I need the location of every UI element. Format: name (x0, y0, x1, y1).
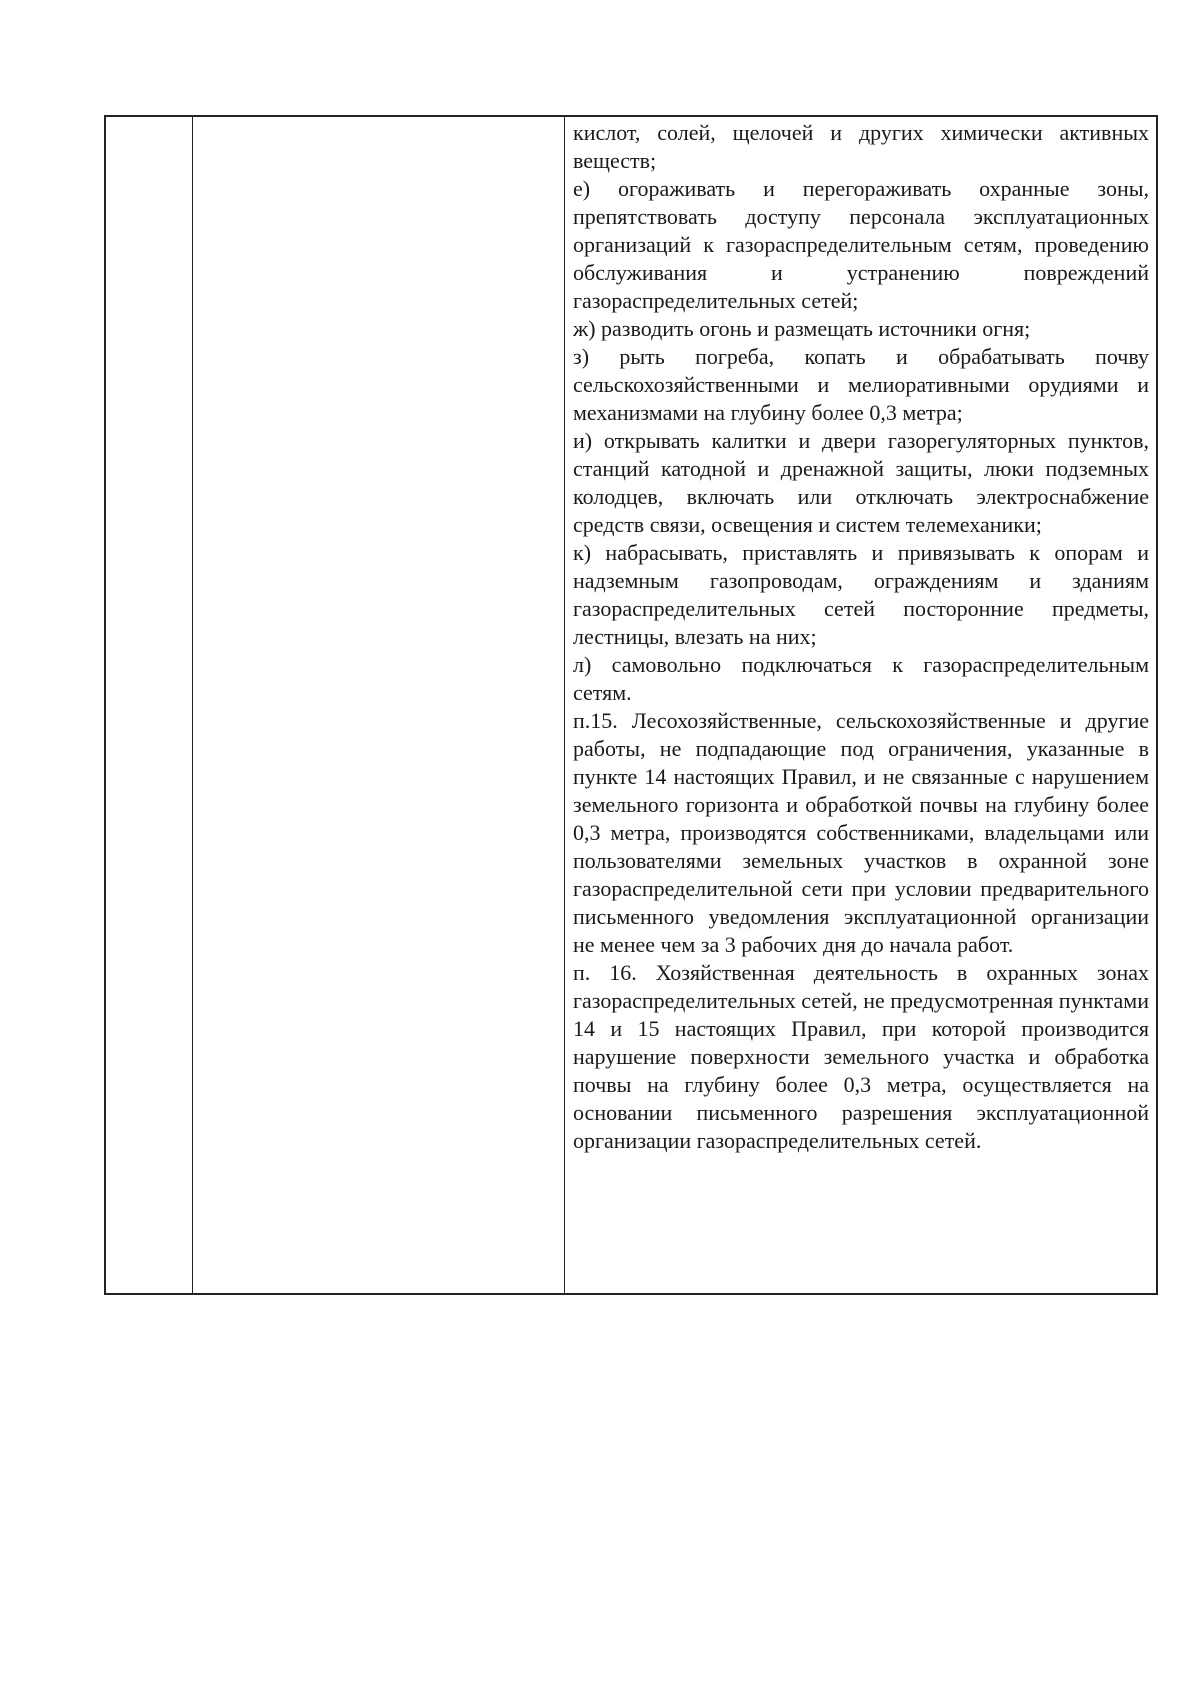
table-cell-text (573, 119, 1149, 1155)
paragraph: к) набрасывать, приставлять и привязывать к опорам и надземным газопроводам, ограждениям и зданиям газораспределительных сетей посторонние предметы, лестницы, влезать на них; (573, 540, 1149, 649)
paragraph: з) рыть погреба, копать и обрабатывать почву сельскохозяйственными и мелиоративными орудиями и механизмами на глубину более 0,3 метра; (573, 344, 1149, 425)
paragraph: л) самовольно подключаться к газораспределительным сетям. (573, 652, 1149, 705)
paragraph: кислот, солей, щелочей и других химически активных веществ; (573, 120, 1149, 173)
paragraph: п. 16. Хозяйственная деятельность в охранных зонах газораспределительных сетей, не предусмотренная пунктами 14 и 15 настоящих Правил, при которой производится нарушение поверхности земельного участка и обработка почвы на глубину более 0,3 метра, осуществляется на основании письменного разрешения эксплуатационной организации газораспределительных сетей. (573, 960, 1149, 1153)
paragraph: ж) разводить огонь и размещать источники огня; (573, 316, 1031, 341)
paragraph: и) открывать калитки и двери газорегуляторных пунктов, станций катодной и дренажной защиты, люки подземных колодцев, включать или отключать электроснабжение средств связи, освещения и систем телемеханики; (573, 428, 1149, 537)
paragraph: п.15. Лесохозяйственные, сельскохозяйственные и другие работы, не подпадающие под ограничения, указанные в пункте 14 настоящих Правил, и не связанные с нарушением земельного горизонта и обработкой почвы на глубину более 0,3 метра, производятся собственниками, владельцами или пользователями земельных участков в охранной зоне газораспределительной сети при условии предварительного письменного уведомления эксплуатационной организации не менее чем за 3 рабочих дня до начала работ. (573, 708, 1149, 957)
table-column-divider (564, 117, 565, 1293)
document-table (104, 115, 1158, 1295)
paragraph: е) огораживать и перегораживать охранные зоны, препятствовать доступу персонала эксплуатационных организаций к газораспределительным сетям, проведению обслуживания и устранению повреждений газораспределительных сетей; (573, 176, 1149, 313)
table-column-divider (192, 117, 193, 1293)
